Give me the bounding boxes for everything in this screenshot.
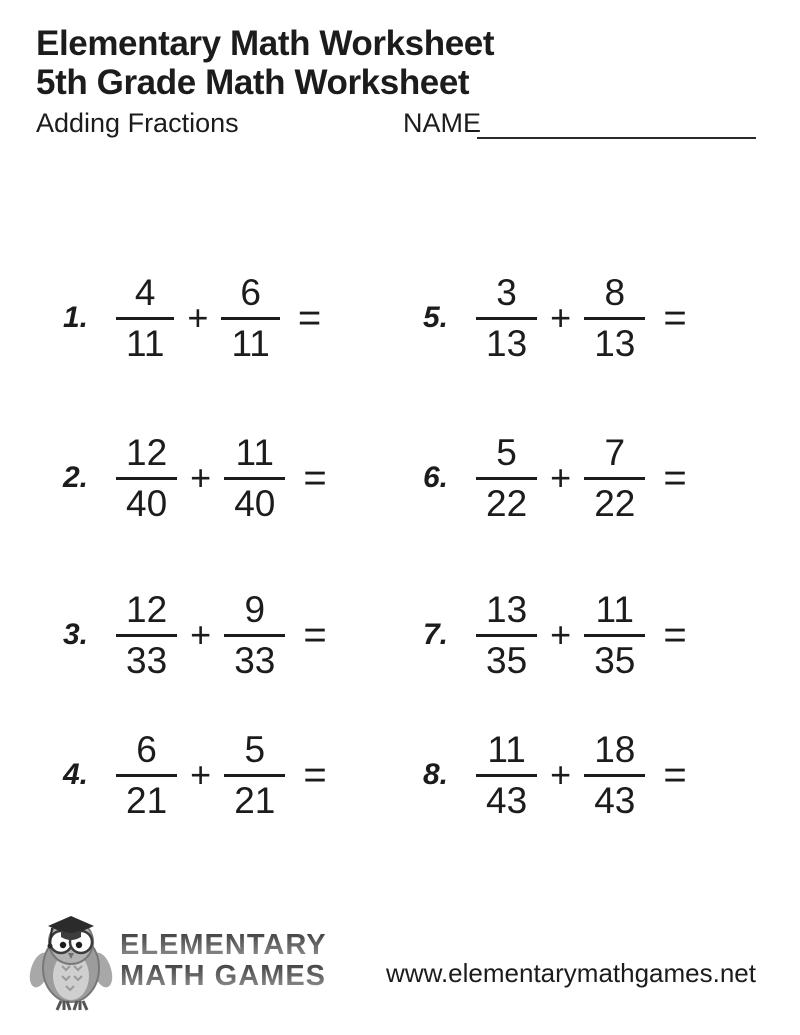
numerator: 5	[244, 728, 266, 770]
denominator: 11	[231, 322, 270, 364]
fraction	[584, 728, 645, 823]
fraction	[224, 431, 285, 526]
problem-7	[406, 583, 687, 687]
numerator: 11	[595, 588, 634, 630]
numerator: 4	[134, 271, 156, 313]
problem-number: 4.	[62, 758, 88, 791]
problem-3	[46, 583, 327, 687]
numerator: 5	[496, 431, 517, 473]
plus-operator: +	[550, 297, 572, 338]
header	[36, 24, 494, 102]
plus-operator: +	[190, 614, 212, 655]
problem-4	[46, 723, 327, 827]
fraction-bar	[584, 774, 645, 777]
numerator: 7	[604, 431, 626, 473]
fraction	[116, 431, 177, 526]
fraction-bar	[116, 317, 174, 320]
denominator: 43	[486, 779, 528, 821]
problem-6	[406, 426, 687, 530]
fraction	[476, 728, 537, 823]
problem-number: 2.	[62, 461, 88, 494]
fraction-bar	[116, 774, 177, 777]
page-title: Elementary Math Worksheet	[36, 24, 495, 63]
logo-text-math-games: MATH GAMES	[120, 960, 327, 992]
denominator: 43	[594, 779, 636, 821]
owl-mascot-icon	[28, 908, 114, 1014]
equals-sign: =	[303, 612, 327, 657]
fraction-bar	[116, 477, 177, 480]
equals-sign: =	[297, 295, 322, 340]
name-row	[403, 108, 758, 139]
problem-1	[46, 266, 321, 370]
fraction	[584, 271, 645, 366]
fraction-bar	[476, 774, 537, 777]
problem-number: 3.	[62, 618, 88, 651]
denominator: 40	[126, 482, 168, 524]
fraction-bar	[116, 634, 177, 637]
numerator: 11	[235, 431, 274, 473]
denominator: 35	[486, 639, 528, 681]
denominator: 11	[126, 322, 165, 364]
denominator: 35	[594, 639, 636, 681]
problem-number: 5.	[422, 301, 448, 334]
denominator: 13	[486, 322, 528, 364]
fraction	[224, 728, 285, 823]
numerator: 11	[487, 728, 526, 770]
numerator: 6	[240, 271, 261, 313]
page-subtitle: 5th Grade Math Worksheet	[36, 63, 470, 102]
problem-number: 1.	[62, 301, 88, 334]
equals-sign: =	[663, 295, 687, 340]
fraction	[476, 271, 537, 366]
equals-sign: =	[303, 752, 327, 797]
fraction	[584, 588, 645, 683]
denominator: 21	[126, 779, 168, 821]
elementary-math-games-logo	[28, 908, 327, 1014]
denominator: 21	[234, 779, 276, 821]
problem-number: 6.	[422, 461, 448, 494]
fraction-bar	[224, 634, 285, 637]
numerator: 9	[244, 588, 266, 630]
equals-sign: =	[663, 612, 687, 657]
fraction	[476, 431, 537, 526]
name-blank-line	[477, 137, 756, 139]
numerator: 12	[126, 588, 168, 630]
fraction-bar	[221, 317, 279, 320]
numerator: 6	[136, 728, 157, 770]
fraction	[224, 588, 285, 683]
plus-operator: +	[550, 457, 572, 498]
fraction	[116, 728, 177, 823]
plus-operator: +	[550, 614, 572, 655]
denominator: 33	[234, 639, 276, 681]
numerator: 12	[126, 431, 168, 473]
plus-operator: +	[190, 457, 212, 498]
fraction-bar	[476, 477, 537, 480]
problem-number: 7.	[422, 618, 448, 651]
numerator: 8	[604, 271, 626, 313]
fraction	[476, 588, 537, 683]
fraction	[116, 588, 177, 683]
equals-sign: =	[303, 455, 327, 500]
problem-number: 8.	[422, 758, 448, 791]
plus-operator: +	[187, 297, 209, 338]
problem-8	[406, 723, 687, 827]
problem-5	[406, 266, 687, 370]
denominator: 33	[126, 639, 168, 681]
equals-sign: =	[663, 455, 687, 500]
numerator: 18	[594, 728, 636, 770]
numerator: 3	[496, 271, 517, 313]
denominator: 13	[594, 322, 636, 364]
equals-sign: =	[663, 752, 687, 797]
plus-operator: +	[550, 754, 572, 795]
numerator: 13	[486, 588, 528, 630]
denominator: 40	[234, 482, 276, 524]
fraction-bar	[224, 477, 285, 480]
fraction	[221, 271, 279, 366]
plus-operator: +	[190, 754, 212, 795]
logo-text-elementary: ELEMENTARY	[120, 929, 327, 961]
fraction	[116, 271, 174, 366]
fraction-bar	[476, 317, 537, 320]
fraction	[584, 431, 645, 526]
website-url: www.elementarymathgames.net	[386, 958, 756, 988]
fraction-bar	[584, 477, 645, 480]
fraction-bar	[584, 317, 645, 320]
worksheet-topic: Adding Fractions	[36, 108, 239, 138]
fraction-bar	[584, 634, 645, 637]
fraction-bar	[224, 774, 285, 777]
denominator: 22	[486, 482, 528, 524]
denominator: 22	[594, 482, 636, 524]
problem-2	[46, 426, 327, 530]
name-label: NAME	[403, 108, 482, 138]
logo-wordmark	[120, 930, 327, 992]
fraction-bar	[476, 634, 537, 637]
